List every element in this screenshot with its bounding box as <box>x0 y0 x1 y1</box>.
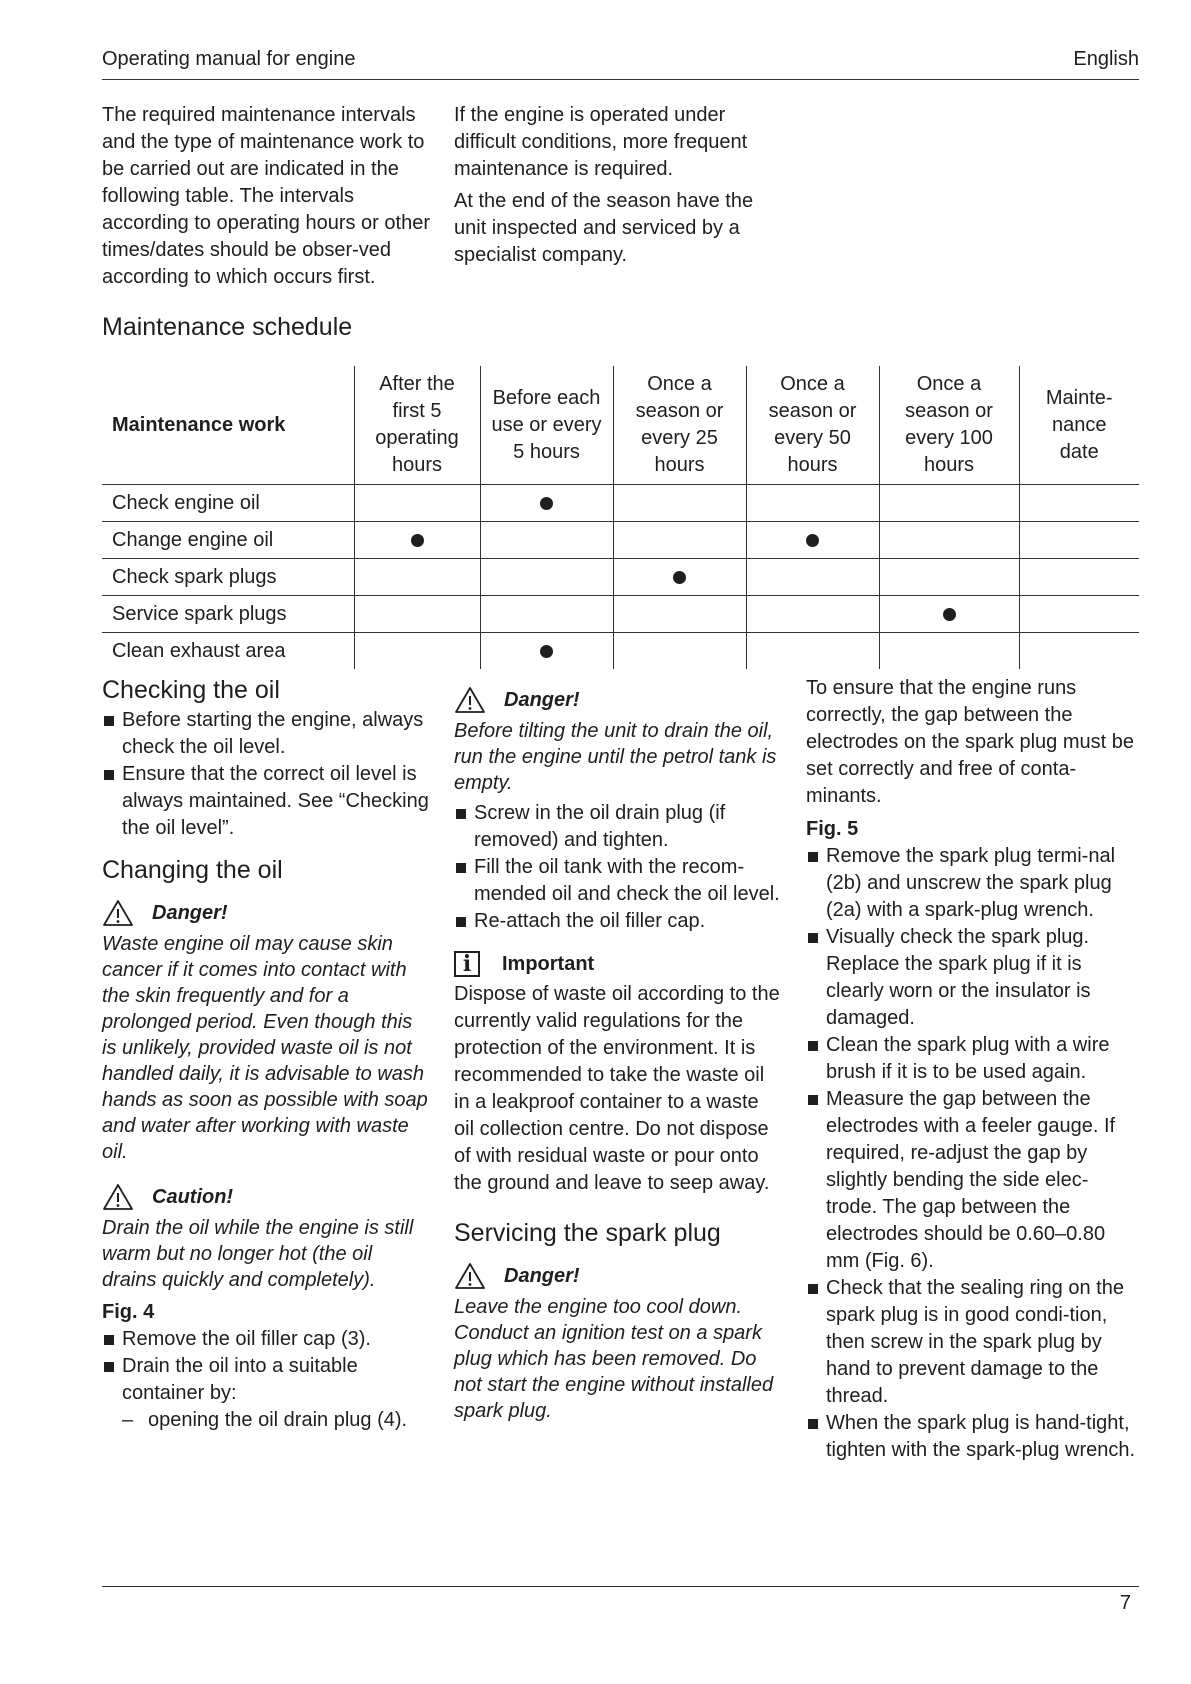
spark-plug-title: Servicing the spark plug <box>454 1219 721 1247</box>
table-header-row <box>102 366 1139 485</box>
danger-label: Danger! <box>504 688 580 711</box>
bullet-square-icon <box>808 933 818 943</box>
caution-notice <box>102 1183 432 1211</box>
column-header: Before each use or every 5 hours <box>480 366 613 485</box>
interval-cell <box>354 485 480 522</box>
intro-text-season: At the end of the season have the unit inspected and serviced by a specialist company. <box>454 190 754 266</box>
figure-reference: Fig. 4 <box>102 1301 155 1323</box>
bullet-dot-icon <box>411 534 424 547</box>
interval-cell <box>613 596 746 633</box>
table-row <box>102 485 1139 522</box>
document-language: English <box>1073 48 1139 70</box>
warning-triangle-icon <box>454 686 486 714</box>
interval-cell <box>879 485 1019 522</box>
danger-text: Before tilting the unit to drain the oil, run the engine until the petrol tank is empty. <box>454 720 777 794</box>
interval-cell <box>613 633 746 670</box>
bullet-square-icon <box>808 1095 818 1105</box>
bullet-square-icon <box>456 809 466 819</box>
interval-cell <box>1019 559 1139 596</box>
column-header: Once a season or every 50 hours <box>746 366 879 485</box>
intro-text-conditions: If the engine is operated under difficult conditions, more frequent maintenance is required. <box>454 104 748 180</box>
interval-cell <box>480 633 613 670</box>
table-row <box>102 522 1139 559</box>
danger-text: Waste engine oil may cause skin cancer if it comes into contact with the skin frequently and for a prolonged period. Even though this is unlikely, provided waste oil is not handled daily, it is advisable to wash hands as soon as possible with soap and water after working with waste oil. <box>102 933 428 1163</box>
warning-triangle-icon <box>102 899 134 927</box>
danger-label: Danger! <box>504 1264 580 1287</box>
important-text: Dispose of waste oil according to the currently valid regulations for the protection of the environment. It is recommended to take the waste oil in a leakproof container to a waste oil collection centre. Do not dispose of with residual waste or pour onto the ground and leave to seep away. <box>454 983 780 1194</box>
maintenance-work-cell: Clean exhaust area <box>102 633 354 670</box>
column-3 <box>806 675 1139 1464</box>
interval-cell <box>746 633 879 670</box>
interval-cell <box>1019 633 1139 670</box>
schedule-title: Maintenance schedule <box>102 313 353 341</box>
figure-reference: Fig. 5 <box>806 818 859 840</box>
danger-notice <box>102 899 432 927</box>
list-item: Check that the sealing ring on the spark plug is in good condi-tion, then screw in the spark plug by hand to prevent damage to the thread. <box>806 1275 1139 1410</box>
interval-cell <box>879 559 1019 596</box>
interval-cell <box>1019 485 1139 522</box>
column-header: Mainte-nance date <box>1019 366 1139 485</box>
maintenance-work-cell: Check spark plugs <box>102 559 354 596</box>
table-row <box>102 559 1139 596</box>
interval-cell <box>879 633 1019 670</box>
interval-cell <box>1019 596 1139 633</box>
bullet-square-icon <box>104 770 114 780</box>
bullet-square-icon <box>104 716 114 726</box>
warning-triangle-icon <box>102 1183 134 1211</box>
caution-text: Drain the oil while the engine is still warm but no longer hot (the oil drains quickly and completely). <box>102 1217 414 1291</box>
interval-cell <box>879 596 1019 633</box>
important-notice <box>454 951 784 977</box>
maintenance-work-cell: Service spark plugs <box>102 596 354 633</box>
warning-triangle-icon <box>454 1262 486 1290</box>
info-icon: i <box>454 951 480 977</box>
interval-cell <box>746 485 879 522</box>
bullet-dot-icon <box>540 645 553 658</box>
interval-cell <box>480 522 613 559</box>
interval-cell <box>480 485 613 522</box>
maintenance-work-cell: Change engine oil <box>102 522 354 559</box>
interval-cell <box>613 559 746 596</box>
changing-oil-title: Changing the oil <box>102 856 283 884</box>
interval-cell <box>613 522 746 559</box>
interval-cell <box>746 559 879 596</box>
intro-text: The required maintenance intervals and the type of maintenance work to be carried out are indicated in the following table. The intervals according to operating hours or other times/dates should be obser-ved according to which occurs first. <box>102 104 430 288</box>
page-number: 7 <box>1119 1592 1131 1614</box>
list-item: Before starting the engine, always check the oil level. <box>102 707 432 761</box>
intro-column-2 <box>454 102 774 269</box>
column-header: After the first 5 operating hours <box>354 366 480 485</box>
list-item: Drain the oil into a suitable container by: <box>102 1353 432 1407</box>
bullet-dot-icon <box>673 571 686 584</box>
list-item: Remove the spark plug termi-nal (2b) and unscrew the spark plug (2a) with a spark-plug wrench. <box>806 843 1139 924</box>
list-item: Visually check the spark plug. Replace the spark plug if it is clearly worn or the insulator is damaged. <box>806 924 1139 1032</box>
column-header: Once a season or every 25 hours <box>613 366 746 485</box>
column-2 <box>454 686 784 1424</box>
intro-column-1 <box>102 102 432 291</box>
danger-notice <box>454 686 784 714</box>
interval-cell <box>354 559 480 596</box>
checking-oil-title: Checking the oil <box>102 676 280 704</box>
caution-label: Caution! <box>152 1185 234 1208</box>
list-item: Clean the spark plug with a wire brush if it is to be used again. <box>806 1032 1139 1086</box>
bullet-square-icon <box>104 1362 114 1372</box>
maintenance-schedule-table <box>102 366 1139 669</box>
maintenance-work-cell: Check engine oil <box>102 485 354 522</box>
table-row <box>102 633 1139 670</box>
bullet-square-icon <box>808 1041 818 1051</box>
list-item: Ensure that the correct oil level is always maintained. See “Checking the oil level”. <box>102 761 432 842</box>
bullet-square-icon <box>808 1419 818 1429</box>
bullet-square-icon <box>456 863 466 873</box>
column-1 <box>102 676 432 1434</box>
spark-plug-intro: To ensure that the engine runs correctly, the gap between the electrodes on the spark plug must be set correctly and free of conta-minants. <box>806 677 1134 807</box>
list-item: Re-attach the oil filler cap. <box>454 908 784 935</box>
interval-cell <box>480 596 613 633</box>
document-header-title: Operating manual for engine <box>102 48 356 70</box>
footer-rule <box>102 1586 1139 1587</box>
interval-cell <box>354 633 480 670</box>
list-item: Fill the oil tank with the recom-mended oil and check the oil level. <box>454 854 784 908</box>
interval-cell <box>613 485 746 522</box>
interval-cell <box>746 596 879 633</box>
danger-label: Danger! <box>152 901 228 924</box>
list-item: When the spark plug is hand-tight, tighten with the spark-plug wrench. <box>806 1410 1139 1464</box>
list-item: Screw in the oil drain plug (if removed) and tighten. <box>454 800 784 854</box>
column-header: Once a season or every 100 hours <box>879 366 1019 485</box>
bullet-square-icon <box>456 917 466 927</box>
bullet-dot-icon <box>540 497 553 510</box>
bullet-dot-icon <box>943 608 956 621</box>
interval-cell <box>354 596 480 633</box>
bullet-square-icon <box>808 852 818 862</box>
interval-cell <box>480 559 613 596</box>
interval-cell <box>879 522 1019 559</box>
list-item: Measure the gap between the electrodes with a feeler gauge. If required, re-adjust the gap by slightly bending the side elec-trode. The gap between the electrodes should be 0.60–0.80 mm (Fig. 6). <box>806 1086 1139 1275</box>
bullet-square-icon <box>808 1284 818 1294</box>
dash-list-item: – opening the oil drain plug (4). <box>122 1409 408 1431</box>
interval-cell <box>1019 522 1139 559</box>
interval-cell <box>746 522 879 559</box>
bullet-dot-icon <box>806 534 819 547</box>
danger-text: Leave the engine too cool down. Conduct an ignition test on a spark plug which has been removed. Do not start the engine without installed spark plug. <box>454 1296 774 1422</box>
table-row <box>102 596 1139 633</box>
header-rule <box>102 79 1139 80</box>
bullet-square-icon <box>104 1335 114 1345</box>
column-header: Maintenance work <box>112 413 286 436</box>
important-label: Important <box>502 952 595 975</box>
interval-cell <box>354 522 480 559</box>
list-item: Remove the oil filler cap (3). <box>102 1326 432 1353</box>
danger-notice <box>454 1262 784 1290</box>
